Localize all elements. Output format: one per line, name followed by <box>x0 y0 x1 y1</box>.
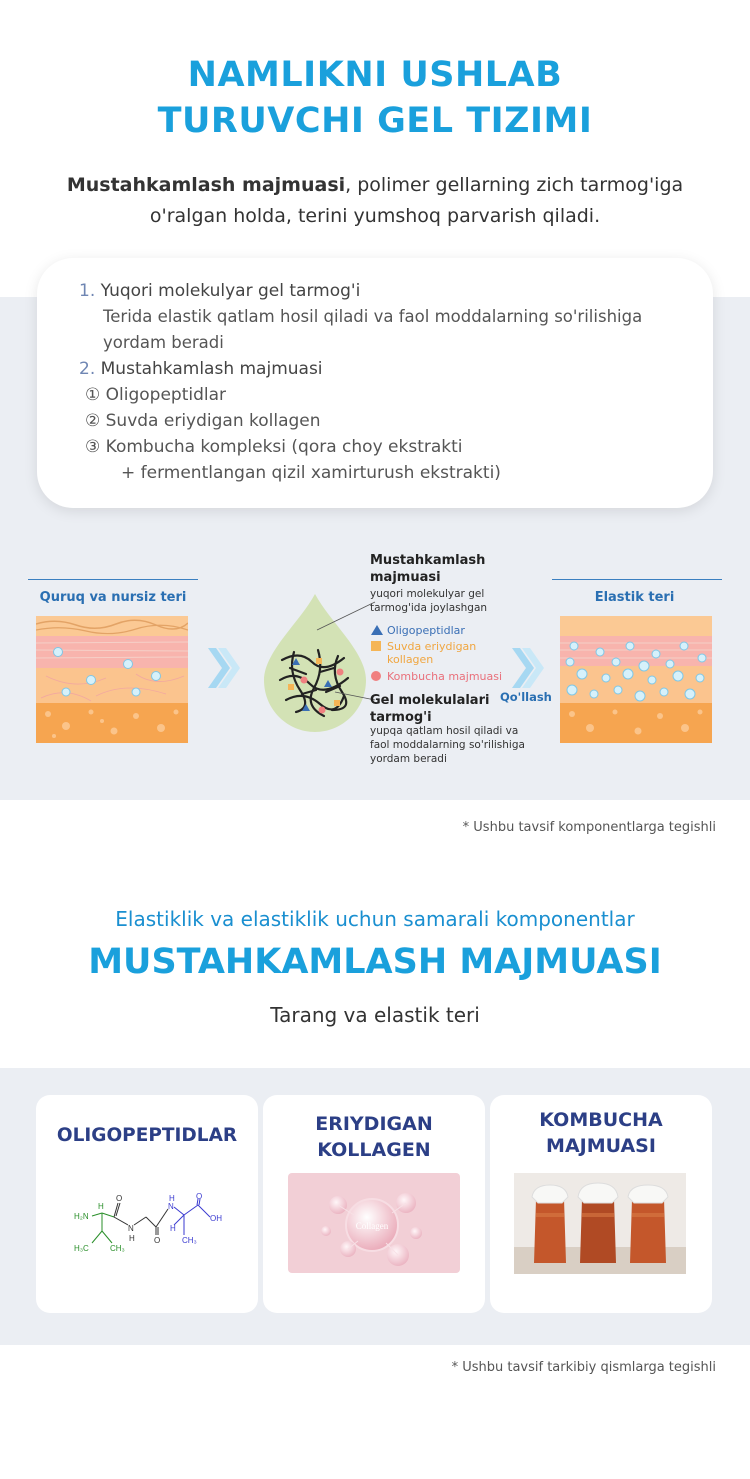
apply-label: Qo'llash <box>500 690 552 704</box>
legend-oligopeptides: Oligopeptidlar <box>371 624 465 637</box>
svg-text:CH₃: CH₃ <box>182 1236 197 1245</box>
net-title: Gel molekulalari tarmog'i <box>370 693 490 725</box>
feature-2-sub-1: ① Oligopeptidlar <box>85 385 227 405</box>
card-kombucha-title: KOMBUCHA MAJMUASI <box>539 1109 663 1157</box>
collagen-image-label: Collagen <box>355 1221 389 1231</box>
circle-icon <box>371 671 381 681</box>
svg-text:N: N <box>128 1224 134 1233</box>
svg-text:H: H <box>169 1194 175 1203</box>
left-rule <box>28 579 198 580</box>
section2-title: MUSTAHKAMLASH MAJMUASI <box>88 942 662 982</box>
right-rule <box>552 579 722 580</box>
complex-desc: yuqori molekulyar gel tarmog'ida joylashgan <box>370 588 488 614</box>
right-skin-label: Elastik teri <box>594 590 675 605</box>
card-collagen <box>263 1095 485 1313</box>
feature-2-title: 2. Mustahkamlash majmuasi <box>79 359 323 379</box>
svg-text:H₂N: H₂N <box>74 1212 89 1221</box>
square-icon <box>371 641 381 651</box>
oligopeptide-molecule-diagram <box>70 1191 230 1263</box>
card-collagen-title: ERIYDIGAN KOLLAGEN <box>315 1113 433 1161</box>
footnote-2: * Ushbu tavsif tarkibiy qismlarga tegishli <box>451 1360 716 1375</box>
elastic-skin-illustration <box>560 616 712 743</box>
card-oligopeptides-title: OLIGOPEPTIDLAR <box>56 1125 238 1146</box>
section2-tagline: Tarang va elastik teri <box>270 1003 480 1027</box>
chevron-right-icon <box>510 646 544 694</box>
card-oligopeptides <box>36 1095 258 1313</box>
feature-1-desc-1: Terida elastik qatlam hosil qiladi va faol moddalarning so'rilishiga <box>103 307 643 326</box>
svg-text:H: H <box>129 1234 135 1243</box>
svg-text:OH: OH <box>210 1214 222 1223</box>
intro-line-2: o'ralgan holda, terini yumshoq parvarish qiladi. <box>149 205 601 227</box>
title-line-2: TURUVCHI GEL TIZIMI <box>157 101 593 141</box>
legend-collagen: Suvda eriydigan kollagen <box>371 640 476 666</box>
kombucha-jars-image <box>514 1173 686 1274</box>
intro-bold: Mustahkamlash majmuasi <box>66 174 346 196</box>
chevron-right-icon <box>206 646 240 694</box>
svg-text:N: N <box>168 1202 174 1211</box>
svg-text:H₃C: H₃C <box>74 1244 89 1253</box>
net-desc: yupqa qatlam hosil qiladi va faol moddalarning so'rilishiga yordam beradi <box>370 725 525 765</box>
svg-text:CH₃: CH₃ <box>110 1244 125 1253</box>
intro-text <box>40 170 710 232</box>
svg-text:H: H <box>98 1202 104 1211</box>
page-title <box>0 52 750 144</box>
section2-subtitle: Elastiklik va elastiklik uchun samarali komponentlar <box>115 907 635 931</box>
feature-1-title: 1. Yuqori molekulyar gel tarmog'i <box>79 281 361 301</box>
svg-text:O: O <box>196 1192 203 1201</box>
feature-2-sub-3a: ③ Kombucha kompleksi (qora choy ekstrakti <box>85 437 463 457</box>
svg-text:H: H <box>170 1224 176 1233</box>
intro-rest: , polimer gellarning zich tarmog'iga <box>345 174 684 196</box>
triangle-icon <box>371 625 383 635</box>
collagen-image <box>288 1173 460 1273</box>
footnote-1: * Ushbu tavsif komponentlarga tegishli <box>462 820 716 835</box>
features-card <box>37 258 713 508</box>
complex-title: Mustahkamlash majmuasi <box>370 553 486 585</box>
svg-text:O: O <box>154 1236 161 1245</box>
left-skin-label: Quruq va nursiz teri <box>39 590 187 605</box>
title-line-1: NAMLIKNI USHLAB <box>187 55 563 95</box>
dry-skin-illustration <box>36 616 188 743</box>
legend-kombucha: Kombucha majmuasi <box>371 670 502 683</box>
feature-1-desc-2: yordam beradi <box>103 333 224 352</box>
feature-2-sub-3b: + fermentlangan qizil xamirturush ekstrakti) <box>121 463 501 483</box>
card-kombucha <box>490 1095 712 1313</box>
svg-text:O: O <box>116 1194 123 1203</box>
feature-2-sub-2: ② Suvda eriydigan kollagen <box>85 411 321 431</box>
